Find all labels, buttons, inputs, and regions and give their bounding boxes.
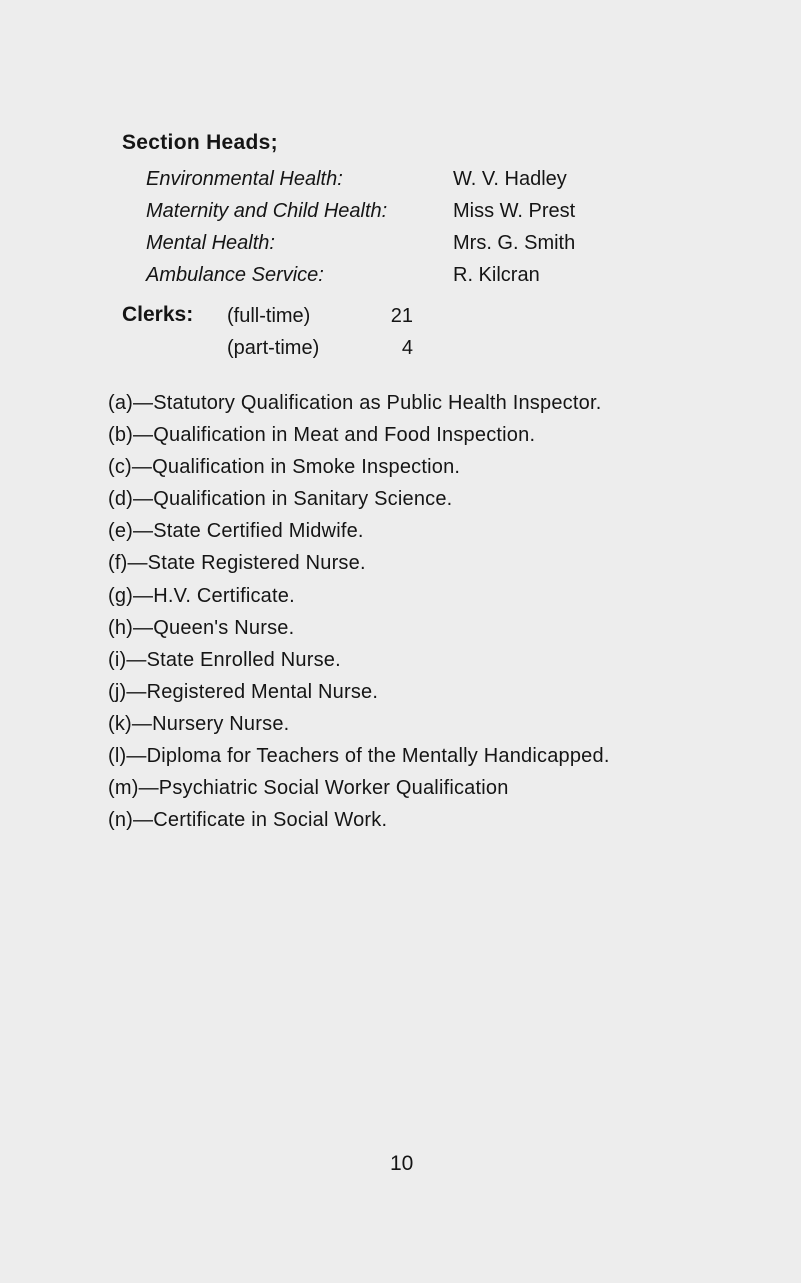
head-name: R. Kilcran <box>453 264 540 286</box>
clerk-count: 4 <box>401 337 413 359</box>
clerk-count: 21 <box>390 305 413 327</box>
qualification-item: (e)—State Certified Midwife. <box>108 520 364 543</box>
qualification-item: (n)—Certificate in Social Work. <box>108 809 388 832</box>
page-number: 10 <box>390 1152 414 1175</box>
clerks-label: Clerks: <box>122 303 194 326</box>
head-name: W. V. Hadley <box>453 168 567 190</box>
department-name: Maternity and Child Health: <box>146 200 388 222</box>
qualification-item: (b)—Qualification in Meat and Food Inspection. <box>108 424 536 447</box>
qualification-item: (l)—Diploma for Teachers of the Mentally Handicapped. <box>108 745 610 768</box>
section-heads-heading: Section Heads; <box>122 131 278 154</box>
qualification-item: (i)—State Enrolled Nurse. <box>108 648 341 671</box>
qualification-item: (m)—Psychiatric Social Worker Qualification <box>108 777 509 800</box>
qualification-item: (h)—Queen's Nurse. <box>108 616 295 639</box>
qualification-item: (c)—Qualification in Smoke Inspection. <box>108 456 461 479</box>
qualification-item: (a)—Statutory Qualification as Public Health Inspector. <box>108 392 602 414</box>
clerk-type: (part-time) <box>227 337 320 359</box>
section-head-row <box>146 168 786 200</box>
department-name: Ambulance Service: <box>146 264 324 286</box>
qualifications-list <box>108 387 610 836</box>
qualification-item: (d)—Qualification in Sanitary Science. <box>108 488 453 511</box>
head-name: Miss W. Prest <box>453 200 576 222</box>
clerk-row <box>227 305 417 337</box>
section-head-row <box>146 264 786 296</box>
department-name: Environmental Health: <box>146 168 343 190</box>
department-name: Mental Health: <box>146 232 275 254</box>
section-head-row <box>146 232 786 264</box>
qualification-item: (f)—State Registered Nurse. <box>108 552 366 575</box>
section-head-row <box>146 200 786 232</box>
qualification-item: (k)—Nursery Nurse. <box>108 712 290 735</box>
head-name: Mrs. G. Smith <box>453 232 576 254</box>
clerk-type: (full-time) <box>227 305 311 327</box>
clerk-row <box>227 337 417 369</box>
qualification-item: (g)—H.V. Certificate. <box>108 584 295 607</box>
qualification-item: (j)—Registered Mental Nurse. <box>108 680 379 703</box>
